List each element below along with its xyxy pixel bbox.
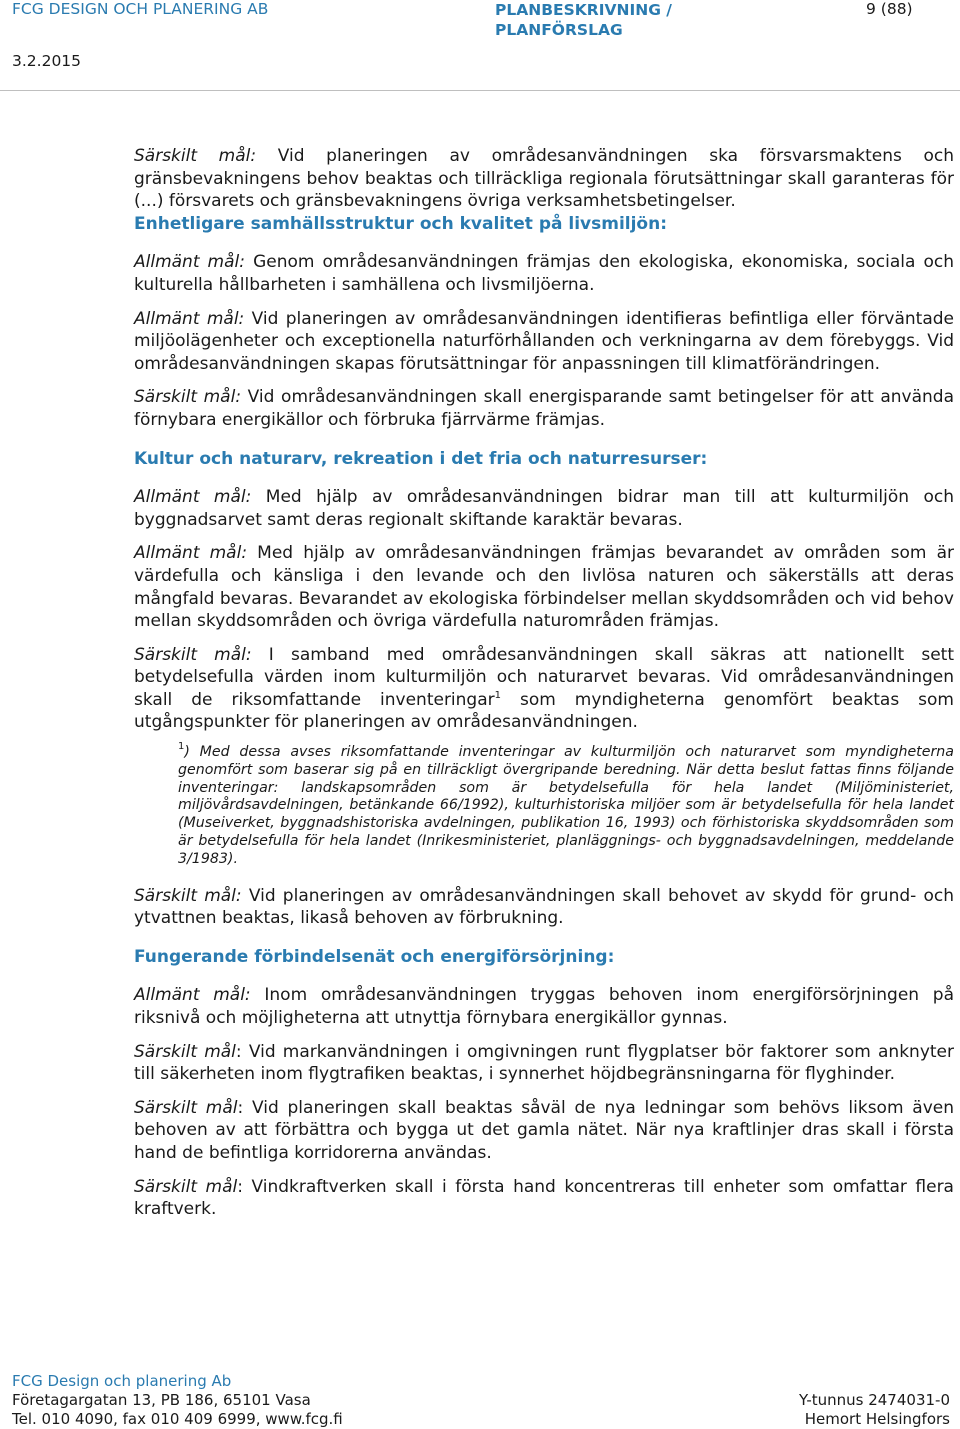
footnote-text: ) Med dessa avses riksomfattande inventeringar av kulturmiljön och naturarvet som myndigheterna genomfört som baserar sig på en tillräckligt övergripande beredning. När detta beslut fattas finns följande inventeringar: landskapsområden som är betydelsefulla för hela landet (Miljöministeriet, miljövårdsavdelningen, betänkande 66/1992), kulturhistoriska miljöer som är betydelsefulla för hela landet (Museiverket, byggnadshistoriska avdelningen, publikation 16, 1993) och förhistoriska skyddsområden som är betydelsefulla för hela landet (Inrikesministeriet, planläggnings- och byggnadsavdelningen, meddelande 3/1983). <box>178 744 954 867</box>
section-heading: Fungerande förbindelsenät och energiförsörjning: <box>134 946 615 967</box>
paragraph <box>134 1097 954 1165</box>
footer-address: Företagargatan 13, PB 186, 65101 Vasa <box>12 1391 311 1409</box>
goal-label: Särskilt mål: <box>134 146 257 166</box>
footnote-number: 1 <box>178 741 185 753</box>
paragraph <box>134 644 954 734</box>
paragraph <box>134 486 954 531</box>
goal-label: Särskilt mål: <box>134 387 242 408</box>
document-body <box>134 145 954 1221</box>
goal-text: Med hjälp av områdesanvändningen främjas bevarandet av områden som är värdefulla och känsliga i den levande och den livlösa naturen och säkerställs att deras mångfald bevaras. Bevarandet av ekologiska förbindelser mellan skyddsområden och vid behov mellan skyddsområden och övriga värdefulla naturområden främjas. <box>134 543 954 632</box>
goal-text: Vid områdesanvändningen skall energisparande samt betingelser för att använda förnybara energikällor och förbruka fjärrvärme främjas. <box>134 387 954 430</box>
header-date: 3.2.2015 <box>12 52 82 70</box>
goal-label: Allmänt mål: <box>134 985 251 1006</box>
footer-business-id: Y-tunnus 2474031-0 <box>798 1391 950 1409</box>
section-heading: Enhetligare samhällsstruktur och kvalitet på livsmiljön: <box>134 213 668 234</box>
goal-text: : Vid markanvändningen i omgivningen runt flygplatser bör faktorer som anknyter till säkerheten inom flygtrafiken beaktas, i synnerhet höjdbegränsningarna för flyghinder. <box>134 1041 954 1085</box>
goal-text: Genom områdesanvändningen främjas den ekologiska, ekonomiska, sociala och kulturella hållbarheten i samhällena och livsmiljöerna. <box>134 252 955 295</box>
paragraph <box>134 1176 954 1221</box>
header-doc-title: PLANBESKRIVNING / PLANFÖRSLAG <box>495 1 672 39</box>
goal-label: Särskilt mål <box>134 1176 238 1197</box>
goal-label: Särskilt mål <box>134 1097 238 1118</box>
goal-label: Allmänt mål: <box>134 252 245 273</box>
page-footer <box>0 1370 960 1428</box>
goal-label: Allmänt mål: <box>134 308 245 329</box>
goal-text: I samband med områdesanvändningen skall säkras att nationellt sett betydelsefulla värden inom kulturmiljön och naturarvet bevaras. Vid områdesanvändningen skall de riksomfattande inventeringar <box>134 644 955 710</box>
footer-company: FCG Design och planering Ab <box>12 1372 232 1390</box>
goal-text: Vid planeringen av områdesanvändningen ska försvarsmaktens och gränsbevakningens behov beaktas och tillräckliga regionala förutsättningar skall garanteras för (...) försvarets och gränsbevakningens övriga verksamhetsbetingelser. <box>134 146 955 212</box>
footer-domicile: Hemort Helsingfors <box>804 1410 950 1428</box>
paragraph <box>134 251 954 296</box>
goal-label: Allmänt mål: <box>134 543 248 564</box>
goal-text: Inom områdesanvändningen tryggas behoven inom energiförsörjningen på riksnivå och möjligheterna att utnyttja förnybara energikällor gynnas. <box>134 985 954 1029</box>
goal-label: Särskilt mål <box>134 1041 236 1062</box>
header-divider <box>0 90 960 91</box>
section-heading: Kultur och naturarv, rekreation i det fria och naturresurser: <box>134 448 708 469</box>
goal-text: : Vid planeringen skall beaktas såväl de nya ledningar som behövs liksom även behoven av att förbättra och bygga ut det gamla nätet. När nya kraftlinjer dras skall i första hand de befintliga korridorerna användas. <box>134 1097 954 1163</box>
footnote-reference: 1 <box>494 689 501 701</box>
goal-label: Särskilt mål: <box>134 644 252 665</box>
page-header <box>0 0 960 92</box>
goal-text: Vid planeringen av områdesanvändningen identifieras befintliga eller förväntade miljöolägenheter och exceptionella naturförhållanden och verkningarna av dem förebyggs. Vid områdesanvändningen skapas förutsättningar för anpassningen till klimatförändringen. <box>134 308 954 374</box>
footnote <box>178 741 954 869</box>
footer-contact: Tel. 010 4090, fax 010 409 6999, www.fcg.fi <box>12 1410 343 1428</box>
paragraph <box>134 542 954 632</box>
paragraph <box>134 145 954 213</box>
goal-text: Med hjälp av områdesanvändningen bidrar man till att kulturmiljön och byggnadsarvet samt deras regionalt skiftande karaktär bevaras. <box>134 487 954 530</box>
paragraph <box>134 984 954 1029</box>
paragraph <box>134 1041 954 1086</box>
paragraph <box>134 308 954 376</box>
header-company: FCG DESIGN OCH PLANERING AB <box>12 0 269 18</box>
goal-label: Särskilt mål: <box>134 885 242 906</box>
goal-text: Vid planeringen av områdesanvändningen skall behovet av skydd för grund- och ytvattnen beaktas, likaså behoven av förbrukning. <box>134 885 954 929</box>
goal-text: som myndigheterna genomfört beaktas som utgångspunkter för planeringen av områdesanvändningen. <box>134 689 954 733</box>
goal-label: Allmänt mål: <box>134 487 252 508</box>
goal-text: : Vindkraftverken skall i första hand koncentreras till enheter som omfattar flera kraftverk. <box>134 1176 954 1220</box>
paragraph <box>134 386 954 431</box>
header-page-number: 9 (88) <box>866 0 913 18</box>
paragraph <box>134 885 954 930</box>
